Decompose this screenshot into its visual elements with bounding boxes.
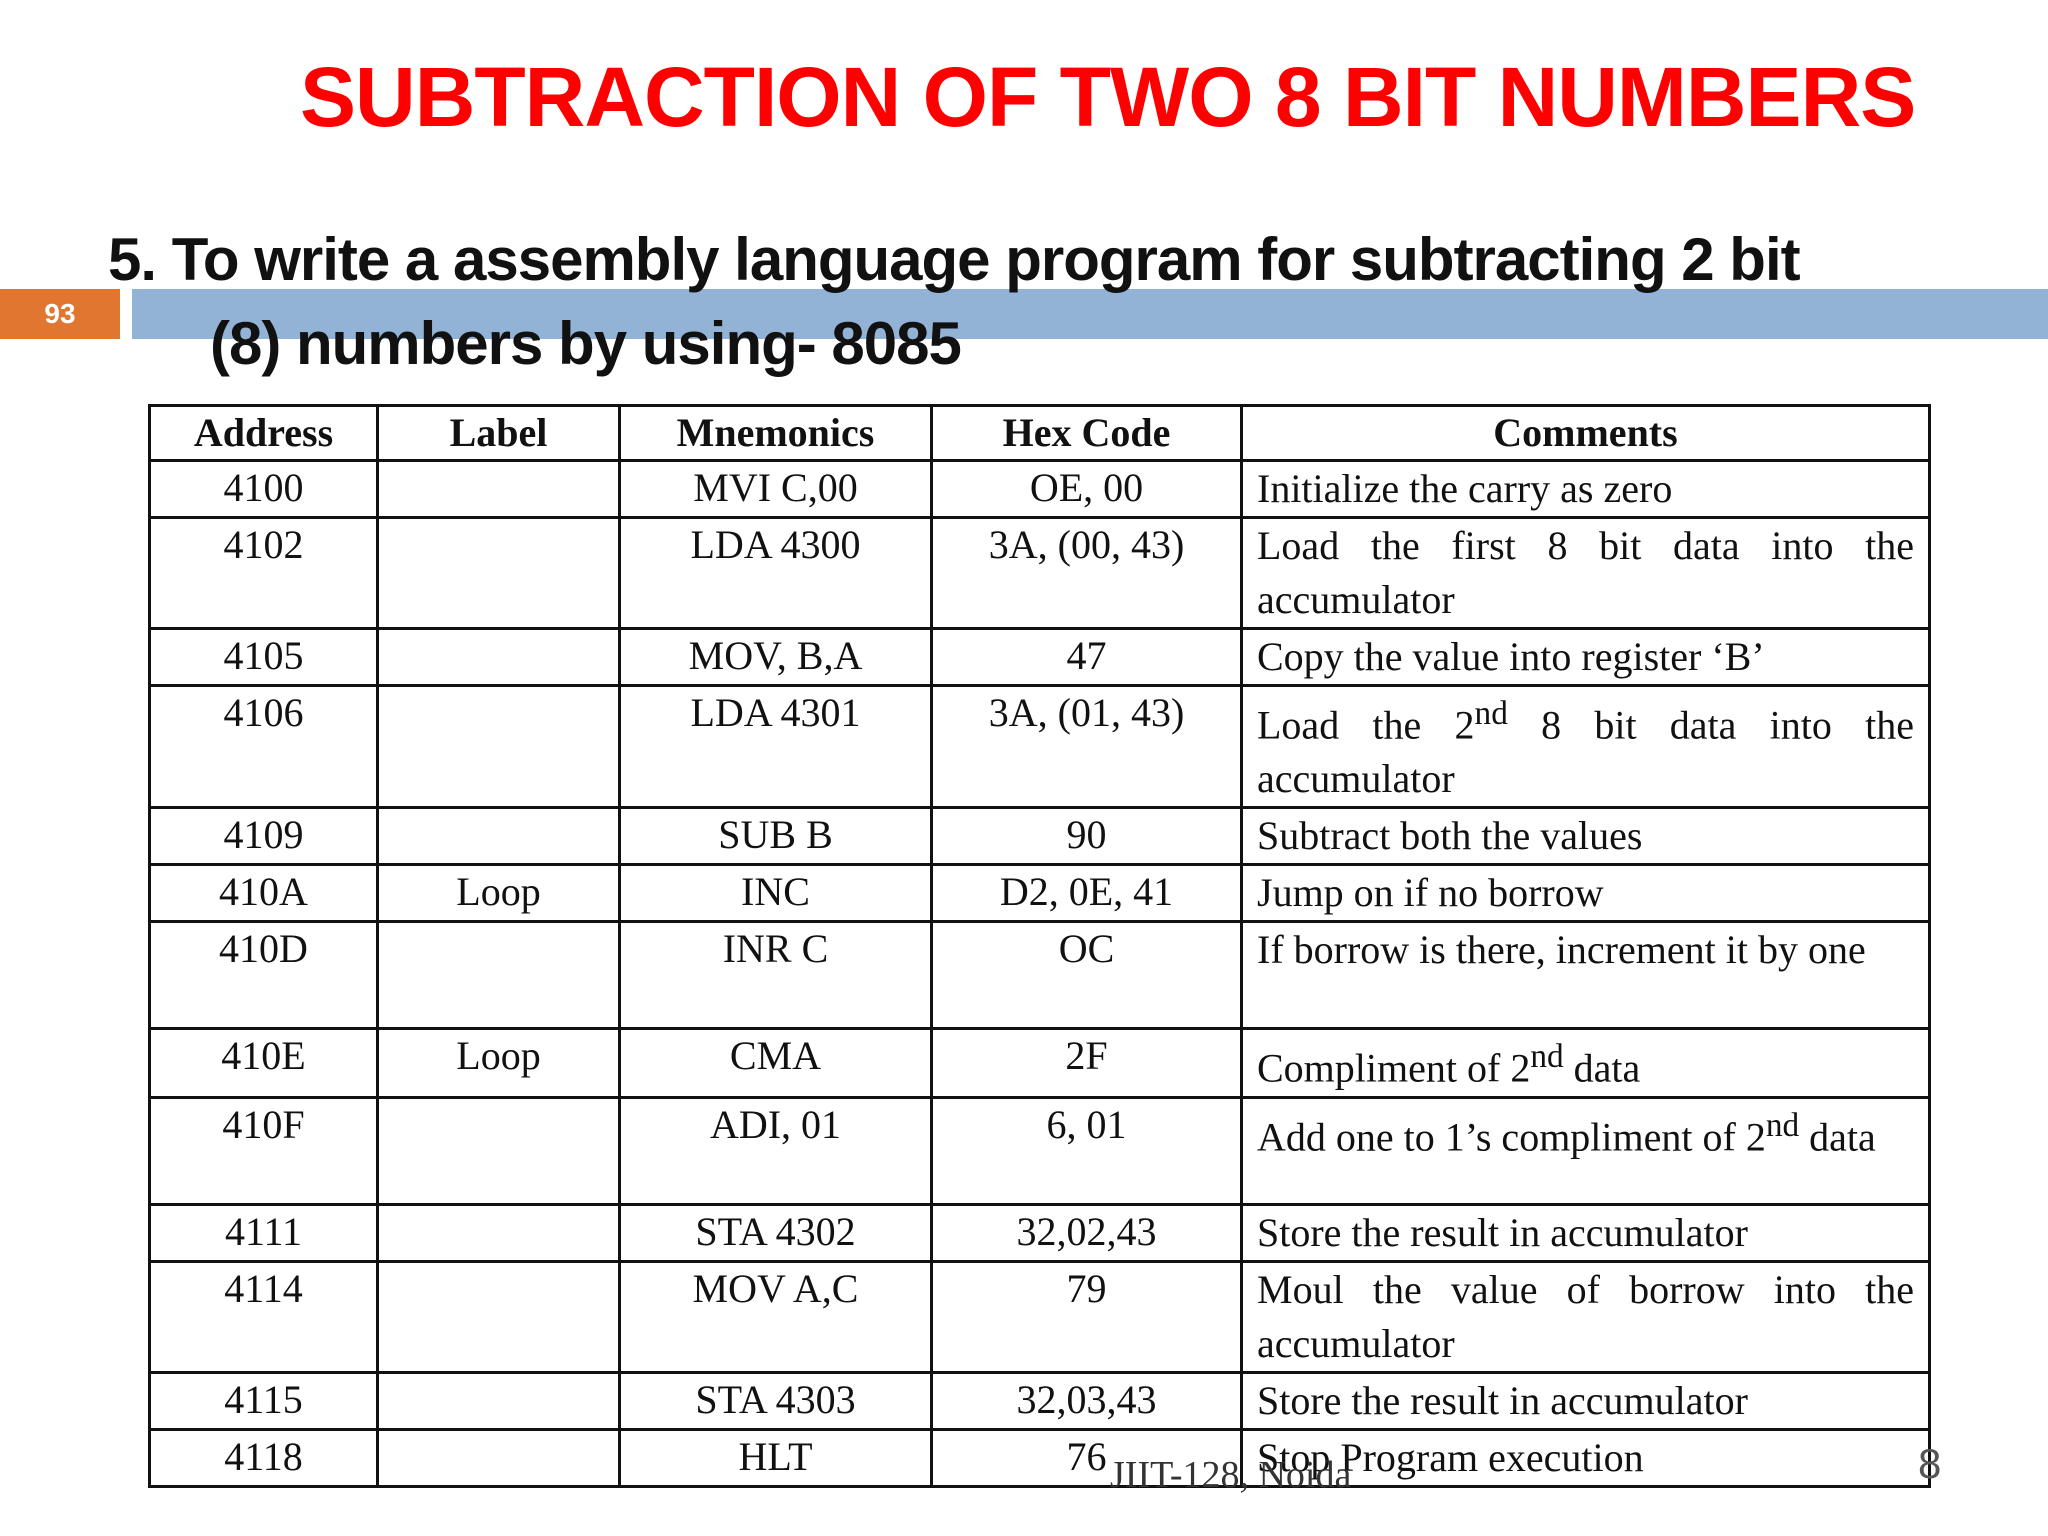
- ordinal-suffix: nd: [1765, 1106, 1800, 1144]
- cell-address: 4111: [150, 1204, 378, 1261]
- table-row: [150, 461, 1930, 518]
- cell-mnemonic: HLT: [620, 1429, 932, 1486]
- heading-line-1: 5. To write a assembly language program for subtracting 2 bit: [108, 226, 1800, 293]
- cell-address: 410E: [150, 1029, 378, 1097]
- comment-text: data: [1799, 1113, 1876, 1159]
- cell-mnemonic: STA 4303: [620, 1372, 932, 1429]
- table-row: [150, 686, 1930, 808]
- comment-text: Compliment of 2: [1257, 1045, 1531, 1091]
- cell-address: 4114: [150, 1261, 378, 1372]
- cell-address: 410A: [150, 865, 378, 922]
- cell-comment: [1242, 686, 1930, 808]
- ordinal-suffix: nd: [1530, 1038, 1564, 1076]
- cell-comment: Load the first 8 bit data into the accumulator: [1242, 518, 1930, 629]
- cell-label: [378, 1372, 620, 1429]
- page-number: 8: [1918, 1440, 1942, 1487]
- cell-label: [378, 1097, 620, 1204]
- table-row: [150, 1372, 1930, 1429]
- cell-comment: Jump on if no borrow: [1242, 865, 1930, 922]
- cell-hex-code: OC: [932, 922, 1242, 1029]
- cell-mnemonic: LDA 4301: [620, 686, 932, 808]
- cell-hex-code: 3A, (01, 43): [932, 686, 1242, 808]
- cell-label: [378, 922, 620, 1029]
- cell-comment: Store the result in accumulator: [1242, 1204, 1930, 1261]
- cell-address: 4105: [150, 629, 378, 686]
- cell-hex-code: 76: [932, 1429, 1242, 1486]
- table-row: [150, 1029, 1930, 1097]
- cell-comment: [1242, 1097, 1930, 1204]
- cell-hex-code: 32,02,43: [932, 1204, 1242, 1261]
- cell-label: [378, 629, 620, 686]
- cell-address: 4102: [150, 518, 378, 629]
- cell-hex-code: 47: [932, 629, 1242, 686]
- header-label: Label: [378, 406, 620, 461]
- header-address: Address: [150, 406, 378, 461]
- header-hex-code: Hex Code: [932, 406, 1242, 461]
- cell-mnemonic: LDA 4300: [620, 518, 932, 629]
- cell-hex-code: OE, 00: [932, 461, 1242, 518]
- table-row: [150, 808, 1930, 865]
- comment-text: 8 bit data into the accumulator: [1257, 702, 1914, 802]
- cell-address: 4118: [150, 1429, 378, 1486]
- cell-mnemonic: INC: [620, 865, 932, 922]
- cell-mnemonic: STA 4302: [620, 1204, 932, 1261]
- cell-label: [378, 1429, 620, 1486]
- cell-comment: Stop Program execution: [1242, 1429, 1930, 1486]
- cell-comment: If borrow is there, increment it by one: [1242, 922, 1930, 1029]
- program-table: [148, 404, 1931, 1488]
- cell-label: Loop: [378, 1029, 620, 1097]
- comment-text: data: [1563, 1045, 1641, 1091]
- header-mnemonics: Mnemonics: [620, 406, 932, 461]
- heading-line-2: (8) numbers by using- 8085: [210, 310, 961, 377]
- table-row: [150, 922, 1930, 1029]
- cell-hex-code: 3A, (00, 43): [932, 518, 1242, 629]
- cell-label: [378, 1204, 620, 1261]
- cell-mnemonic: CMA: [620, 1029, 932, 1097]
- cell-label: [378, 461, 620, 518]
- cell-mnemonic: MVI C,00: [620, 461, 932, 518]
- comment-text: Add one to 1’s compliment of 2: [1257, 1113, 1766, 1159]
- cell-hex-code: 6, 01: [932, 1097, 1242, 1204]
- slide-number-badge: 93: [0, 289, 120, 339]
- table-row: [150, 518, 1930, 629]
- cell-comment: Store the result in accumulator: [1242, 1372, 1930, 1429]
- cell-mnemonic: MOV, B,A: [620, 629, 932, 686]
- slide-heading: [108, 218, 1908, 386]
- cell-hex-code: 32,03,43: [932, 1372, 1242, 1429]
- ordinal-suffix: nd: [1474, 695, 1508, 732]
- cell-comment: Moul the value of borrow into the accumulator: [1242, 1261, 1930, 1372]
- table-row: [150, 1261, 1930, 1372]
- cell-comment: [1242, 1029, 1930, 1097]
- cell-address: 4100: [150, 461, 378, 518]
- cell-mnemonic: MOV A,C: [620, 1261, 932, 1372]
- table-row: [150, 629, 1930, 686]
- cell-hex-code: 90: [932, 808, 1242, 865]
- cell-address: 4106: [150, 686, 378, 808]
- cell-mnemonic: ADI, 01: [620, 1097, 932, 1204]
- cell-comment: Copy the value into register ‘B’: [1242, 629, 1930, 686]
- cell-label: [378, 808, 620, 865]
- comment-text: Load the 2: [1257, 702, 1475, 748]
- cell-comment: Subtract both the values: [1242, 808, 1930, 865]
- cell-mnemonic: INR C: [620, 922, 932, 1029]
- cell-address: 4109: [150, 808, 378, 865]
- cell-address: 410F: [150, 1097, 378, 1204]
- cell-label: [378, 1261, 620, 1372]
- cell-comment: Initialize the carry as zero: [1242, 461, 1930, 518]
- header-comments: Comments: [1242, 406, 1930, 461]
- cell-address: 4115: [150, 1372, 378, 1429]
- cell-hex-code: 79: [932, 1261, 1242, 1372]
- cell-label: [378, 518, 620, 629]
- cell-label: Loop: [378, 865, 620, 922]
- cell-mnemonic: SUB B: [620, 808, 932, 865]
- table-row: [150, 1204, 1930, 1261]
- table-row: [150, 1429, 1930, 1486]
- slide-footer: JIIT-128, Noida: [1110, 1454, 1352, 1496]
- cell-address: 410D: [150, 922, 378, 1029]
- slide-title: SUBTRACTION OF TWO 8 BIT NUMBERS: [300, 50, 1916, 144]
- cell-hex-code: D2, 0E, 41: [932, 865, 1242, 922]
- table-row: [150, 1097, 1930, 1204]
- table-row: [150, 865, 1930, 922]
- table-header-row: [150, 406, 1930, 461]
- cell-hex-code: 2F: [932, 1029, 1242, 1097]
- cell-label: [378, 686, 620, 808]
